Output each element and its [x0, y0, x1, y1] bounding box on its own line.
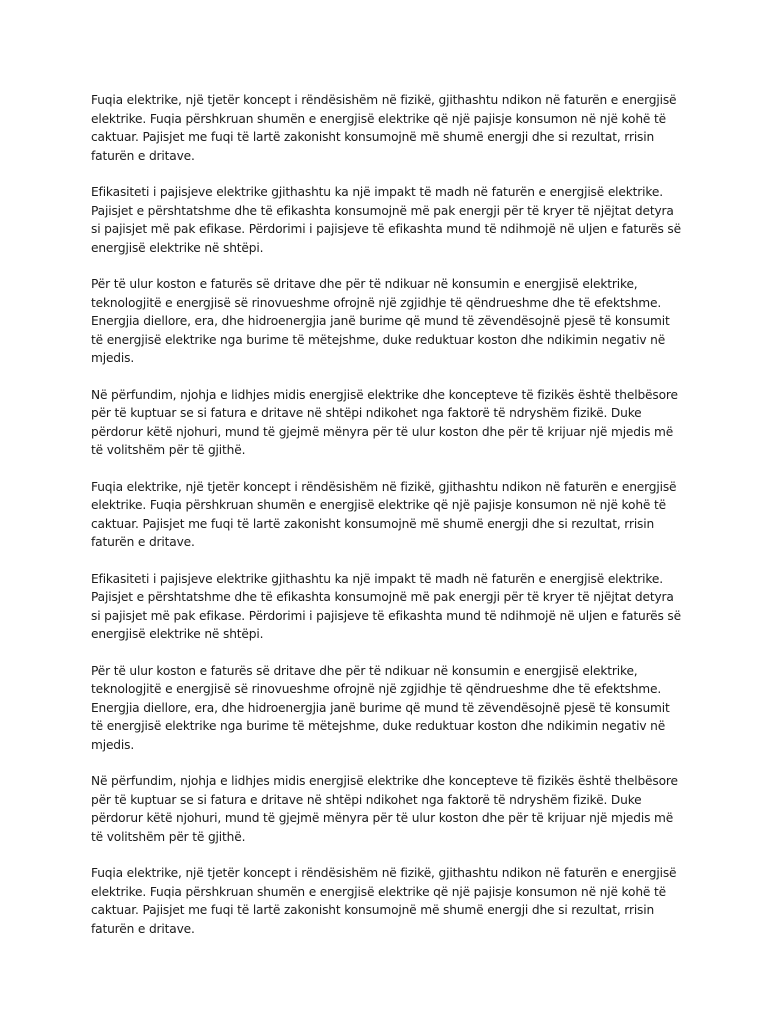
paragraph: Për të ulur koston e faturës së dritave dhe për të ndikuar në konsumin e energjisë elektrike, teknologjitë e energjisë së rinovueshme ofrojnë një zgjidhje të qëndrueshme dhe të efektshme. Energjia diellore, era, dhe hidroenergjia janë burime që mund të zëvendësojnë pjesë të konsumit të energjisë elektrike nga burime të mëtejshme, duke reduktuar koston dhe ndikimin negativ në mjedis. [91, 663, 670, 752]
paragraph: Efikasiteti i pajisjeve elektrike gjithashtu ka një impakt të madh në faturën e energjisë elektrike. Pajisjet e përshtatshme dhe të efikashta konsumojnë më pak energji për të kryer të njëjtat detyra si pajisjet më pak efikase. Përdorimi i pajisjeve të efikashta mund të ndihmojë në uljen e faturës së energjisë elektrike në shtëpi. [91, 185, 681, 255]
paragraph: Efikasiteti i pajisjeve elektrike gjithashtu ka një impakt të madh në faturën e energjisë elektrike. Pajisjet e përshtatshme dhe të efikashta konsumojnë më pak energji për të kryer të njëjtat detyra si pajisjet më pak efikase. Përdorimi i pajisjeve të efikashta mund të ndihmojë në uljen e faturës së energjisë elektrike në shtëpi. [91, 571, 681, 641]
paragraph: Fuqia elektrike, një tjetër koncept i rëndësishëm në fizikë, gjithashtu ndikon në faturën e energjisë elektrike. Fuqia përshkruan shumën e energjisë elektrike që një pajisje konsumon në një kohë të caktuar. Pajisjet me fuqi të lartë zakonisht konsumojnë më shumë energji dhe si rezultat, rrisin faturën e dritave. [91, 866, 677, 936]
paragraph: Fuqia elektrike, një tjetër koncept i rëndësishëm në fizikë, gjithashtu ndikon në faturën e energjisë elektrike. Fuqia përshkruan shumën e energjisë elektrike që një pajisje konsumon në një kohë të caktuar. Pajisjet me fuqi të lartë zakonisht konsumojnë më shumë energji dhe si rezultat, rrisin faturën e dritave. [91, 479, 677, 549]
paragraph: Në përfundim, njohja e lidhjes midis energjisë elektrike dhe koncepteve të fizikës është thelbësore për të kuptuar se si fatura e dritave në shtëpi ndikohet nga faktorë të ndryshëm fizikë. Duke përdorur këtë njohuri, mund të gjejmë mënyra për të ulur koston dhe për të krijuar një mjedis më të volitshëm për të gjithë. [91, 387, 678, 457]
paragraph: Për të ulur koston e faturës së dritave dhe për të ndikuar në konsumin e energjisë elektrike, teknologjitë e energjisë së rinovueshme ofrojnë një zgjidhje të qëndrueshme dhe të efektshme. Energjia diellore, era, dhe hidroenergjia janë burime që mund të zëvendësojnë pjesë të konsumit të energjisë elektrike nga burime të mëtejshme, duke reduktuar koston dhe ndikimin negativ në mjedis. [91, 277, 670, 365]
paragraph: Fuqia elektrike, një tjetër koncept i rëndësishëm në fizikë, gjithashtu ndikon në faturën e energjisë elektrike. Fuqia përshkruan shumën e energjisë elektrike që një pajisje konsumon në një kohë të caktuar. Pajisjet me fuqi të lartë zakonisht konsumojnë më shumë energji dhe si rezultat, rrisin faturën e dritave. [91, 93, 677, 163]
paragraph: Në përfundim, njohja e lidhjes midis energjisë elektrike dhe koncepteve të fizikës është thelbësore për të kuptuar se si fatura e dritave në shtëpi ndikohet nga faktorë të ndryshëm fizikë. Duke përdorur këtë njohuri, mund të gjejmë mënyra për të ulur koston dhe për të krijuar një mjedis më të volitshëm për të gjithë. [91, 774, 678, 844]
document-body [91, 91, 681, 956]
